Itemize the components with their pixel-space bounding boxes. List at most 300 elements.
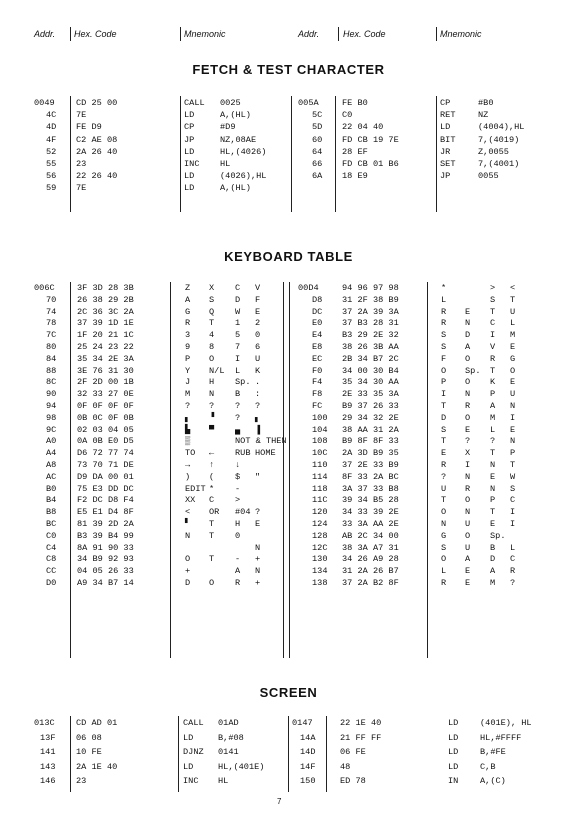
key-char: T: [209, 518, 215, 529]
address: 56: [46, 171, 57, 182]
opcode: LD: [183, 761, 194, 772]
key-char: R: [465, 400, 471, 411]
key-char: *: [441, 283, 447, 293]
key-char: ?: [235, 412, 241, 423]
address: 141: [40, 747, 56, 758]
address: 4C: [46, 110, 57, 121]
code-line: [0, 146, 577, 158]
key-char: N: [465, 507, 471, 518]
operand: B,#08: [218, 732, 244, 743]
key-char: T: [209, 530, 215, 541]
key-char: 0: [255, 330, 261, 341]
operand: HL,(401E): [218, 761, 265, 772]
keyboard-row: [0, 448, 577, 460]
hex-code: 21 FF FF: [340, 732, 382, 743]
opcode: INC: [183, 776, 199, 787]
keyboard-row: [0, 578, 577, 590]
hex-code: 04 05 26 33: [77, 566, 134, 577]
key-char: E: [510, 377, 516, 388]
address: FC: [312, 400, 323, 411]
keyboard-row: [0, 507, 577, 519]
key-char: N: [465, 389, 471, 400]
address: 00D4: [298, 283, 319, 293]
key-char: R: [465, 483, 471, 494]
hex-code: 3E 76 31 30: [77, 365, 134, 376]
opcode: LD: [184, 183, 195, 194]
key-char: C: [510, 554, 516, 565]
hex-code: E5 E1 D4 8F: [77, 507, 134, 518]
key-char: M: [490, 577, 496, 588]
keyboard-row: [0, 566, 577, 578]
key-char: R: [441, 459, 447, 470]
address: C4: [46, 542, 57, 553]
key-char: O: [465, 377, 471, 388]
key-char: R: [441, 577, 447, 588]
key-char: N: [510, 436, 516, 447]
key-char: D: [441, 412, 447, 423]
address: A4: [46, 448, 57, 459]
key-char: P: [510, 448, 516, 459]
hex-code: 02 03 04 05: [77, 424, 134, 435]
key-char: V: [490, 341, 496, 352]
header-addr-2: Addr.: [298, 29, 320, 39]
key-char: U: [465, 518, 471, 529]
operand: 0055: [478, 171, 499, 182]
hex-code: D6 72 77 74: [77, 448, 134, 459]
key-char: T: [209, 318, 215, 329]
address: 108: [312, 436, 328, 447]
opcode: CALL: [183, 718, 204, 728]
hex-code: ED 78: [340, 776, 366, 787]
key-char: L: [441, 566, 447, 577]
key-char: R: [490, 353, 496, 364]
address: EC: [312, 353, 323, 364]
key-char: N: [490, 483, 496, 494]
key-char: C: [235, 283, 241, 293]
address: 9C: [46, 424, 57, 435]
key-char: >: [490, 283, 496, 293]
header-divider: [70, 27, 71, 41]
hex-code: AB 2C 34 00: [342, 530, 399, 541]
hex-code: 23: [76, 776, 87, 787]
address: BC: [46, 518, 57, 529]
hex-code: A9 34 B7 14: [77, 577, 134, 588]
key-char: N: [510, 400, 516, 411]
key-char: NOT & THEN: [235, 436, 287, 447]
key-char: +: [255, 554, 261, 565]
key-char: ←: [209, 448, 215, 459]
key-char: E: [465, 424, 471, 435]
address: 64: [312, 146, 323, 157]
fetch-right-listing: [0, 97, 577, 182]
key-char: H: [209, 377, 215, 388]
opcode: DJNZ: [183, 747, 204, 758]
hex-code: B3 39 B4 99: [77, 530, 134, 541]
key-char: O: [185, 554, 191, 565]
operand: A,(HL): [220, 183, 251, 194]
address: C8: [46, 554, 57, 565]
key-char: T: [490, 448, 496, 459]
hex-code: 33 3A AA 2E: [342, 518, 399, 529]
opcode: LD: [448, 732, 459, 743]
key-char: S: [209, 294, 215, 305]
code-line: [0, 121, 577, 133]
key-char: Y: [185, 365, 191, 376]
key-char: R: [510, 566, 516, 577]
key-char: J: [185, 377, 191, 388]
operand: HL: [218, 776, 229, 787]
key-char: M: [185, 389, 191, 400]
key-char: <: [510, 283, 516, 293]
key-char: 1: [235, 318, 241, 329]
key-char: A: [490, 400, 496, 411]
address: 14F: [300, 761, 316, 772]
hex-code: 94 96 97 98: [342, 283, 399, 293]
key-char: S: [441, 341, 447, 352]
key-char: T: [441, 400, 447, 411]
key-char: L: [235, 365, 241, 376]
code-line: [0, 134, 577, 146]
key-char: 6: [255, 341, 261, 352]
address: AC: [46, 471, 57, 482]
key-char: N: [209, 389, 215, 400]
key-char: ?: [255, 400, 261, 411]
key-char: O: [209, 577, 215, 588]
opcode: LD: [184, 146, 195, 157]
key-char: C: [490, 318, 496, 329]
address: DC: [312, 306, 323, 317]
header-mnemonic-1: Mnemonic: [184, 29, 226, 39]
key-char: C: [209, 495, 215, 506]
address: 14D: [300, 747, 316, 758]
hex-code: 37 2E 33 B9: [342, 459, 399, 470]
key-char: S: [510, 483, 516, 494]
hex-code: 10 FE: [76, 747, 102, 758]
address: E8: [312, 341, 323, 352]
key-char: ▘: [185, 518, 191, 529]
opcode: LD: [448, 761, 459, 772]
hex-code: 29 34 32 2E: [342, 412, 399, 423]
address: 13F: [40, 732, 56, 743]
opcode: LD: [440, 122, 451, 133]
hex-code: 8F 33 2A BC: [342, 471, 399, 482]
key-char: K: [490, 377, 496, 388]
hex-code: 18 E9: [342, 171, 368, 182]
key-char: *: [209, 483, 215, 494]
keyboard-row: [0, 318, 577, 330]
keyboard-row: [0, 495, 577, 507]
hex-code: 0B 0C 0F 0B: [77, 412, 134, 423]
opcode: JP: [184, 134, 195, 145]
key-char: Sp.: [490, 530, 506, 541]
header-hex-2: Hex. Code: [343, 29, 386, 39]
hex-code: 38 3A A7 31: [342, 542, 399, 553]
code-line: [0, 182, 577, 194]
keyboard-row: [0, 330, 577, 342]
key-char: ↑: [209, 459, 215, 470]
keyboard-row: [0, 295, 577, 307]
code-line: [0, 97, 577, 109]
key-char: H: [235, 518, 241, 529]
key-char: G: [510, 353, 516, 364]
hex-code: 38 AA 31 2A: [342, 424, 399, 435]
operand: (401E), HL: [480, 718, 532, 728]
header-divider: [180, 27, 181, 41]
key-char: R: [441, 318, 447, 329]
key-char: E: [465, 566, 471, 577]
operand: 0141: [218, 747, 239, 758]
code-line: [0, 774, 577, 789]
keyboard-row: [0, 342, 577, 354]
address: 006C: [34, 283, 55, 293]
key-char: ?: [510, 577, 516, 588]
key-char: N: [185, 530, 191, 541]
code-line: [0, 731, 577, 746]
operand: #D9: [220, 122, 236, 133]
operand: NZ: [478, 110, 489, 121]
key-char: T: [510, 294, 516, 305]
address: 70: [46, 294, 57, 305]
hex-code: 28 EF: [342, 146, 368, 157]
operand: 7,(4001): [478, 158, 520, 169]
key-char: P: [490, 389, 496, 400]
hex-code: 37 2A B2 8F: [342, 577, 399, 588]
key-char: V: [255, 283, 261, 293]
address: 12C: [312, 542, 328, 553]
key-char: S: [490, 294, 496, 305]
key-char: E: [255, 518, 261, 529]
hex-code: 25 24 23 22: [77, 341, 134, 352]
opcode: RET: [440, 110, 456, 121]
keyboard-row: [0, 401, 577, 413]
opcode: CALL: [184, 98, 205, 108]
key-char: B: [490, 542, 496, 553]
address: 120: [312, 507, 328, 518]
address: 005A: [298, 98, 319, 108]
address: CC: [46, 566, 57, 577]
opcode: CP: [440, 98, 451, 108]
hex-code: 39 34 B5 28: [342, 495, 399, 506]
key-char: T: [510, 459, 516, 470]
key-char: #04: [235, 507, 251, 518]
key-char: N: [465, 318, 471, 329]
key-char: TO: [185, 448, 196, 459]
keyboard-row: [0, 472, 577, 484]
key-char: T: [490, 365, 496, 376]
address: 5D: [312, 122, 323, 133]
address: 59: [46, 183, 57, 194]
key-char: EDIT: [185, 483, 206, 494]
operand: HL,(4026): [220, 146, 267, 157]
address: F4: [312, 377, 323, 388]
key-char: E: [465, 306, 471, 317]
key-char: -: [235, 554, 241, 565]
key-char: X: [465, 448, 471, 459]
key-char: ▒: [185, 436, 191, 447]
address: 013C: [34, 718, 55, 728]
key-char: D: [465, 330, 471, 341]
key-char: Sp.: [465, 365, 481, 376]
opcode: LD: [184, 171, 195, 182]
hex-code: B9 8F 8F 33: [342, 436, 399, 447]
key-char: T: [441, 436, 447, 447]
operand: Z,0055: [478, 146, 509, 157]
operand: NZ,08AE: [220, 134, 257, 145]
key-char: N: [490, 459, 496, 470]
key-char: ?: [185, 400, 191, 411]
address: 6A: [312, 171, 323, 182]
keyboard-row: [0, 425, 577, 437]
keyboard-row: [0, 283, 577, 295]
key-char: E: [465, 577, 471, 588]
key-char: ?: [255, 507, 261, 518]
address: 78: [46, 318, 57, 329]
key-char: <: [185, 507, 191, 518]
operand: 0025: [220, 98, 241, 108]
hex-code: 35 34 30 AA: [342, 377, 399, 388]
address: F8: [312, 389, 323, 400]
section-title-fetch: FETCH & TEST CHARACTER: [192, 62, 385, 77]
section-title-keyboard: KEYBOARD TABLE: [224, 249, 353, 264]
address: D0: [46, 577, 57, 588]
address: 4F: [46, 134, 57, 145]
key-char: ▀: [209, 424, 215, 435]
key-char: P: [441, 377, 447, 388]
key-char: -: [235, 483, 241, 494]
key-char: R: [235, 577, 241, 588]
key-char: R: [441, 306, 447, 317]
key-char: I: [235, 353, 241, 364]
hex-code: 34 B9 92 93: [77, 554, 134, 565]
keyboard-row: [0, 389, 577, 401]
key-char: L: [441, 294, 447, 305]
operand: (4026),HL: [220, 171, 267, 182]
opcode: LD: [184, 110, 195, 121]
key-char: T: [209, 554, 215, 565]
key-char: M: [490, 412, 496, 423]
key-char: Z: [185, 283, 191, 293]
key-char: O: [441, 507, 447, 518]
hex-code: 3A 37 33 B8: [342, 483, 399, 494]
key-char: G: [185, 306, 191, 317]
header-mnemonic-2: Mnemonic: [440, 29, 482, 39]
address: 146: [40, 776, 56, 787]
key-char: X: [209, 283, 215, 293]
key-char: B: [235, 389, 241, 400]
address: 14A: [300, 732, 316, 743]
hex-code: FD CB 19 7E: [342, 134, 399, 145]
key-char: 2: [255, 318, 261, 329]
operand: B,#FE: [480, 747, 506, 758]
code-line: [0, 109, 577, 121]
key-char: O: [441, 554, 447, 565]
operand: 01AD: [218, 718, 239, 728]
header-divider: [338, 27, 339, 41]
key-char: K: [255, 365, 261, 376]
keyboard-row: [0, 436, 577, 448]
key-char: ▐: [255, 424, 261, 435]
key-char: P: [490, 495, 496, 506]
keyboard-row: [0, 531, 577, 543]
address: E4: [312, 330, 323, 341]
header-addr-1: Addr.: [34, 29, 56, 39]
key-char: W: [235, 306, 241, 317]
keyboard-row: [0, 519, 577, 531]
key-char: XX: [185, 495, 196, 506]
opcode: LD: [448, 747, 459, 758]
hex-code: FD CB 01 B6: [342, 158, 399, 169]
address: 124: [312, 518, 328, 529]
hex-code: 8A 91 90 33: [77, 542, 134, 553]
key-char: U: [441, 483, 447, 494]
key-char: U: [465, 542, 471, 553]
address: 94: [46, 400, 57, 411]
operand: 7,(4019): [478, 134, 520, 145]
key-char: N: [465, 471, 471, 482]
address: 4D: [46, 122, 57, 133]
hex-code: FE D9: [76, 122, 102, 133]
page-number: 7: [277, 797, 282, 806]
hex-code: C0: [342, 110, 353, 121]
key-char: O: [441, 365, 447, 376]
hex-code: 2A 26 40: [76, 146, 118, 157]
address: C0: [46, 530, 57, 541]
hex-code: 0A 0B E0 D5: [77, 436, 134, 447]
address: 104: [312, 424, 328, 435]
key-char: O: [465, 353, 471, 364]
operand: #B0: [478, 98, 494, 108]
key-char: S: [441, 330, 447, 341]
key-char: ↓: [235, 459, 241, 470]
address: 114: [312, 471, 328, 482]
opcode: BIT: [440, 134, 456, 145]
operand: HL: [220, 158, 231, 169]
key-char: 0: [235, 530, 241, 541]
hex-code: 38 26 3B AA: [342, 341, 399, 352]
hex-code: 2A 3D B9 35: [342, 448, 399, 459]
key-char: O: [510, 365, 516, 376]
hex-code: 06 08: [76, 732, 102, 743]
key-char: :: [255, 389, 261, 400]
opcode: LD: [448, 718, 459, 728]
code-line: [0, 158, 577, 170]
key-char: N: [255, 542, 261, 553]
key-char: N: [441, 518, 447, 529]
address: 7C: [46, 330, 57, 341]
key-char: I: [465, 459, 471, 470]
key-char: 8: [209, 341, 215, 352]
opcode: CP: [184, 122, 195, 133]
key-char: U: [510, 306, 516, 317]
key-char: S: [441, 424, 447, 435]
key-char: RUB: [235, 448, 251, 459]
key-char: D: [185, 577, 191, 588]
hex-code: 2F 2D 00 1B: [77, 377, 134, 388]
hex-code: 37 B3 28 31: [342, 318, 399, 329]
key-char: E: [510, 341, 516, 352]
hex-code: 3F 3D 28 3B: [77, 283, 134, 293]
hex-code: 06 FE: [340, 747, 366, 758]
key-char: P: [185, 353, 191, 364]
key-char: O: [209, 353, 215, 364]
address: B8: [46, 507, 57, 518]
key-char: F: [255, 294, 261, 305]
key-char: L: [510, 542, 516, 553]
key-char: ▄: [235, 424, 241, 435]
address: B4: [46, 495, 57, 506]
address: 110: [312, 459, 328, 470]
address: 88: [46, 365, 57, 376]
